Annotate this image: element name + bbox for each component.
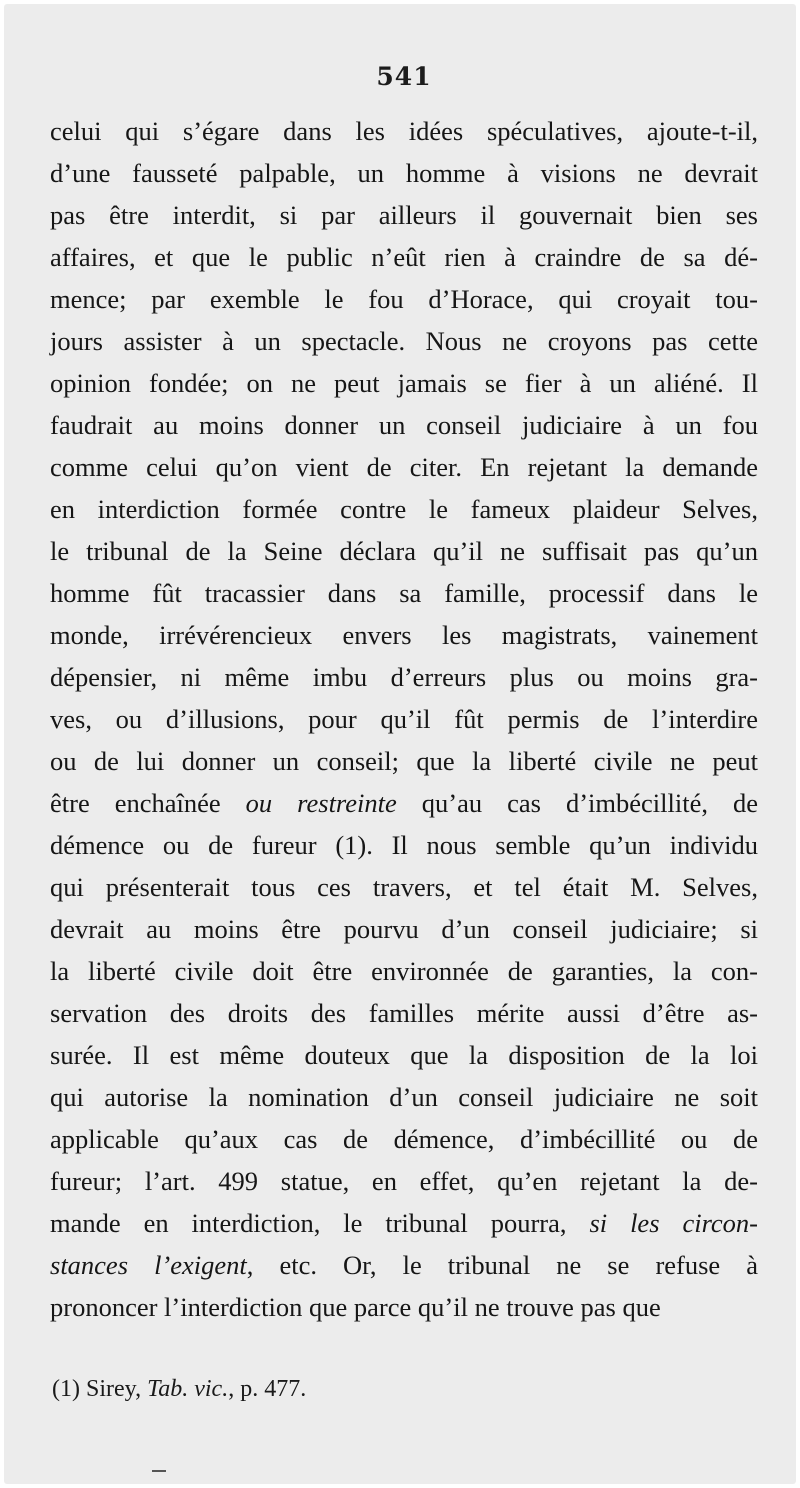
- text-run: opinion fondée; on ne peut jamais se fier à un aliéné. Il: [50, 368, 758, 398]
- text-line: [50, 1076, 758, 1118]
- text-run: la liberté civile doit être environnée de garanties, la con-: [50, 956, 758, 986]
- text-run: jours assister à un spectacle. Nous ne croyons pas cette: [50, 326, 758, 356]
- text-run: en interdiction formée contre le fameux plaideur Selves,: [50, 494, 758, 524]
- text-line: [50, 152, 758, 194]
- page-number: 541: [376, 62, 432, 91]
- text-run: servation des droits des familles mérite aussi d’être as-: [50, 998, 758, 1028]
- text-line: [50, 530, 758, 572]
- text-line: [50, 950, 758, 992]
- bottom-mark: [152, 1470, 166, 1472]
- text-run: (1) Sirey,: [52, 1376, 148, 1402]
- text-line: [50, 782, 758, 824]
- text-line: [50, 110, 758, 152]
- text-line: [50, 698, 758, 740]
- text-line: [50, 488, 758, 530]
- text-run: être enchaînée: [50, 788, 246, 818]
- text-run: mande en interdiction, le tribunal pourra,: [50, 1208, 590, 1238]
- body-text: [50, 110, 758, 1328]
- footnote: [52, 1376, 306, 1403]
- text-line: [50, 1202, 758, 1244]
- book-page: [4, 4, 796, 1484]
- text-run: comme celui qu’on vient de citer. En rejetant la demande: [50, 452, 758, 482]
- text-run: , p. 477.: [228, 1376, 307, 1402]
- text-line: [50, 656, 758, 698]
- text-run: monde, irrévérencieux envers les magistrats, vainement: [50, 620, 758, 650]
- text-line: [50, 194, 758, 236]
- text-line: [50, 1286, 758, 1328]
- text-run: le tribunal de la Seine déclara qu’il ne suffisait pas qu’un: [50, 536, 758, 566]
- text-line: [50, 1160, 758, 1202]
- text-line: [50, 866, 758, 908]
- text-run: qui présenterait tous ces travers, et tel était M. Selves,: [50, 872, 758, 902]
- text-line: [50, 236, 758, 278]
- text-run: celui qui s’égare dans les idées spéculatives, ajoute-t-il,: [50, 116, 758, 146]
- text-line: [50, 320, 758, 362]
- text-run: affaires, et que le public n’eût rien à craindre de sa dé-: [50, 242, 758, 272]
- text-line: [50, 362, 758, 404]
- text-run: devrait au moins être pourvu d’un conseil judiciaire; si: [50, 914, 758, 944]
- text-line: [50, 404, 758, 446]
- italic-text: Tab. vic.: [147, 1376, 229, 1402]
- italic-text: stances l’exigent: [50, 1250, 247, 1280]
- text-line: [50, 446, 758, 488]
- text-line: [50, 992, 758, 1034]
- text-run: mence; par exemble le fou d’Horace, qui croyait tou-: [50, 284, 758, 314]
- text-run: démence ou de fureur (1). Il nous semble qu’un individu: [50, 830, 758, 860]
- text-run: faudrait au moins donner un conseil judiciaire à un fou: [50, 410, 758, 440]
- text-run: homme fût tracassier dans sa famille, processif dans le: [50, 578, 758, 608]
- text-run: qui autorise la nomination d’un conseil judiciaire ne soit: [50, 1082, 758, 1112]
- text-run: applicable qu’aux cas de démence, d’imbécillité ou de: [50, 1124, 758, 1154]
- text-line: [50, 572, 758, 614]
- text-line: [50, 824, 758, 866]
- italic-text: si les circon-: [589, 1208, 758, 1238]
- text-line: [50, 614, 758, 656]
- text-run: fureur; l’art. 499 statue, en effet, qu’en rejetant la de-: [50, 1166, 758, 1196]
- text-run: ou de lui donner un conseil; que la liberté civile ne peut: [50, 746, 758, 776]
- text-run: dépensier, ni même imbu d’erreurs plus ou moins gra-: [50, 662, 758, 692]
- text-line: [50, 1034, 758, 1076]
- text-line: [50, 740, 758, 782]
- text-run: prononcer l’interdiction que parce qu’il ne trouve pas que: [50, 1292, 661, 1322]
- text-line: [50, 908, 758, 950]
- text-line: [50, 1244, 758, 1286]
- text-run: pas être interdit, si par ailleurs il gouvernait bien ses: [50, 200, 758, 230]
- text-line: [50, 278, 758, 320]
- text-run: qu’au cas d’imbécillité, de: [396, 788, 758, 818]
- text-run: ves, ou d’illusions, pour qu’il fût permis de l’interdire: [50, 704, 758, 734]
- italic-text: ou restreinte: [245, 788, 397, 818]
- text-run: surée. Il est même douteux que la disposition de la loi: [50, 1040, 758, 1070]
- text-line: [50, 1118, 758, 1160]
- text-run: , etc. Or, le tribunal ne se refuse à: [246, 1250, 758, 1280]
- text-run: d’une fausseté palpable, un homme à visions ne devrait: [50, 158, 758, 188]
